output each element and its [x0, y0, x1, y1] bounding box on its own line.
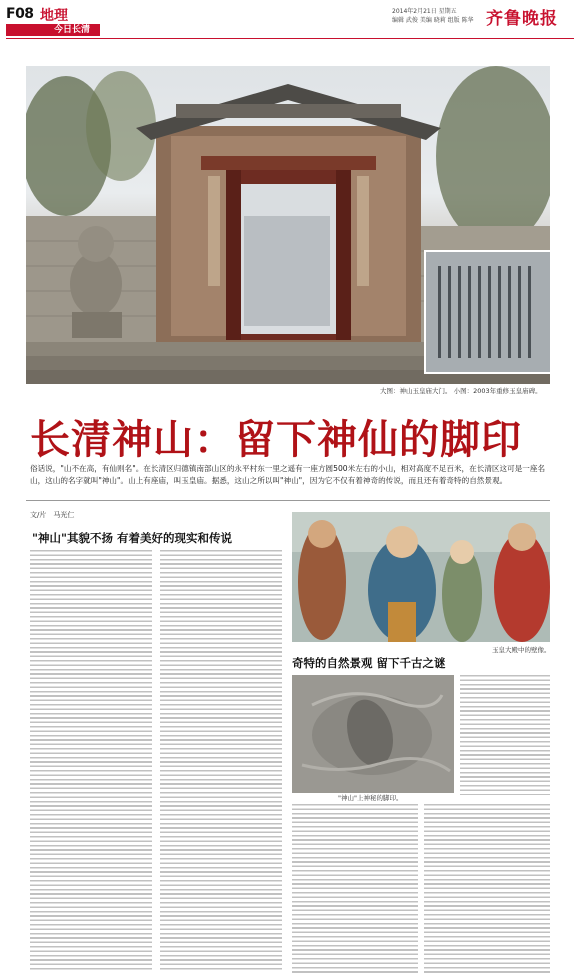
article-deck: 俗话说，"山不在高，有仙则名"。在长清区归德镇南部山区的永平村东一里之遥有一座方圆500米左右的小山，相对高度不足百米，在长清区这可是一座名山，这山的名字就叫"神山"。山上有座庙，叫玉皇庙。据悉，这山之所以叫"神山"，因为它不仅有着神奇的传说，而且还有着奇特的自然景观。: [30, 464, 546, 485]
body-column-1: [30, 550, 152, 970]
photo-caption-footprint: "神山"上神秘的脚印。: [338, 794, 403, 802]
page-number: F08: [6, 6, 34, 22]
section-subhead-1: "神山"其貌不扬 有着美好的现实和传说: [32, 531, 232, 545]
header-rule: [6, 38, 574, 39]
body-column-3: [292, 804, 418, 974]
photo-caption-mural: 玉皇大殿中的壁像。: [492, 646, 551, 654]
footprint-rock-photo: [292, 675, 454, 793]
body-column-4: [424, 804, 550, 974]
body-column-3-top: [460, 675, 550, 795]
section-title: 地理: [40, 8, 68, 24]
byline: 文/片 马光仁: [30, 511, 75, 519]
photo-caption-main: 大图：神山玉皇庙大门。 小图：2003年重修玉皇庙碑。: [380, 387, 542, 395]
body-column-2: [160, 550, 282, 970]
section-ribbon: [6, 24, 100, 36]
editor-credits: 编辑 武俊 美编 晓莉 组版 陈华: [392, 17, 474, 24]
deity-mural-photo: [292, 512, 550, 642]
stele-inset-photo: [424, 250, 552, 374]
deck-rule: [26, 500, 550, 501]
issue-date: 2014年2月21日 星期五: [392, 8, 457, 15]
stele-inscription-illustration: [426, 252, 550, 372]
newspaper-masthead: 齐鲁晚报: [486, 9, 558, 29]
footprint-illustration: [292, 675, 454, 793]
article-headline: 长清神山：留下神仙的脚印: [30, 417, 522, 463]
section-subhead-2: 奇特的自然景观 留下千古之谜: [292, 656, 446, 670]
temple-statues-illustration: [292, 512, 550, 642]
ribbon-label: 今日长清: [53, 25, 90, 35]
